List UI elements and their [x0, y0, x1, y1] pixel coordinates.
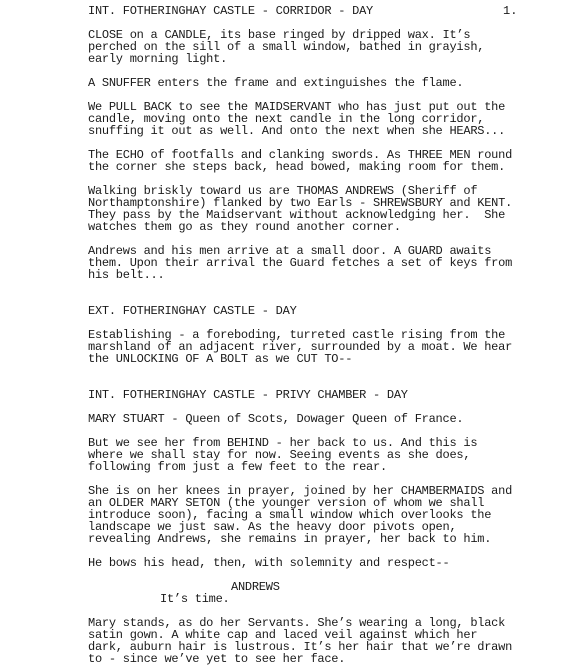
action-line: MARY STUART - Queen of Scots, Dowager Queen of France.	[88, 412, 464, 426]
action-line: perched on the sill of a small window, bathed in grayish,	[88, 40, 485, 54]
action-line: his belt...	[88, 268, 165, 282]
character-cue: ANDREWS	[231, 580, 280, 594]
action-line: We PULL BACK to see the MAIDSERVANT who has just put out the	[88, 100, 506, 114]
action-line: A SNUFFER enters the frame and extinguishes the flame.	[88, 76, 464, 90]
page-number: 1.	[503, 4, 518, 18]
action-line: satin gown. A white cap and laced veil against which her	[88, 628, 478, 642]
action-line: where we shall stay for now. Seeing events as she does,	[88, 448, 471, 462]
action-line: an OLDER MARY SETON (the younger version of whom we shall	[88, 496, 485, 510]
action-line: to - since we’ve yet to see her face.	[88, 652, 346, 666]
action-line: They pass by the Maidservant without acknowledging her. She	[88, 208, 506, 222]
dialogue-line: It’s time.	[160, 592, 230, 606]
scene-heading: INT. FOTHERINGHAY CASTLE - PRIVY CHAMBER - DAY	[88, 388, 408, 402]
action-line: marshland of an adjacent river, surrounded by a moat. We hear	[88, 340, 513, 354]
action-line: introduce soon), facing a small window which overlooks the	[88, 508, 492, 522]
action-line: Andrews and his men arrive at a small door. A GUARD awaits	[88, 244, 492, 258]
action-line: early morning light.	[88, 52, 228, 66]
action-line: the corner she steps back, head bowed, making room for them.	[88, 160, 506, 174]
action-line: watches them go as they round another corner.	[88, 220, 401, 234]
action-line: dark, auburn hair is lustrous. It’s her hair that we’re drawn	[88, 640, 513, 654]
action-line: landscape we just saw. As the heavy door pivots open,	[88, 520, 457, 534]
action-line: revealing Andrews, she remains in prayer, her back to him.	[88, 532, 492, 546]
action-line: following from just a few feet to the rear.	[88, 460, 387, 474]
action-line: CLOSE on a CANDLE, its base ringed by dripped wax. It’s	[88, 28, 471, 42]
scene-heading: INT. FOTHERINGHAY CASTLE - CORRIDOR - DAY	[88, 4, 373, 18]
action-line: snuffing it out as well. And onto the next when she HEARS...	[88, 124, 506, 138]
action-line: She is on her knees in prayer, joined by her CHAMBERMAIDS and	[88, 484, 513, 498]
action-line: the UNLOCKING OF A BOLT as we CUT TO--	[88, 352, 353, 366]
action-line: He bows his head, then, with solemnity and respect--	[88, 556, 450, 570]
action-line: Mary stands, as do her Servants. She’s wearing a long, black	[88, 616, 506, 630]
action-line: But we see her from BEHIND - her back to us. And this is	[88, 436, 478, 450]
action-line: them. Upon their arrival the Guard fetches a set of keys from	[88, 256, 513, 270]
action-line: Northamptonshire) flanked by two Earls - SHREWSBURY and KENT.	[88, 196, 513, 210]
scene-heading: EXT. FOTHERINGHAY CASTLE - DAY	[88, 304, 297, 318]
action-line: candle, moving onto the next candle in the long corridor,	[88, 112, 485, 126]
action-line: Establishing - a foreboding, turreted castle rising from the	[88, 328, 506, 342]
action-line: The ECHO of footfalls and clanking swords. As THREE MEN round	[88, 148, 513, 162]
action-line: Walking briskly toward us are THOMAS ANDREWS (Sheriff of	[88, 184, 478, 198]
